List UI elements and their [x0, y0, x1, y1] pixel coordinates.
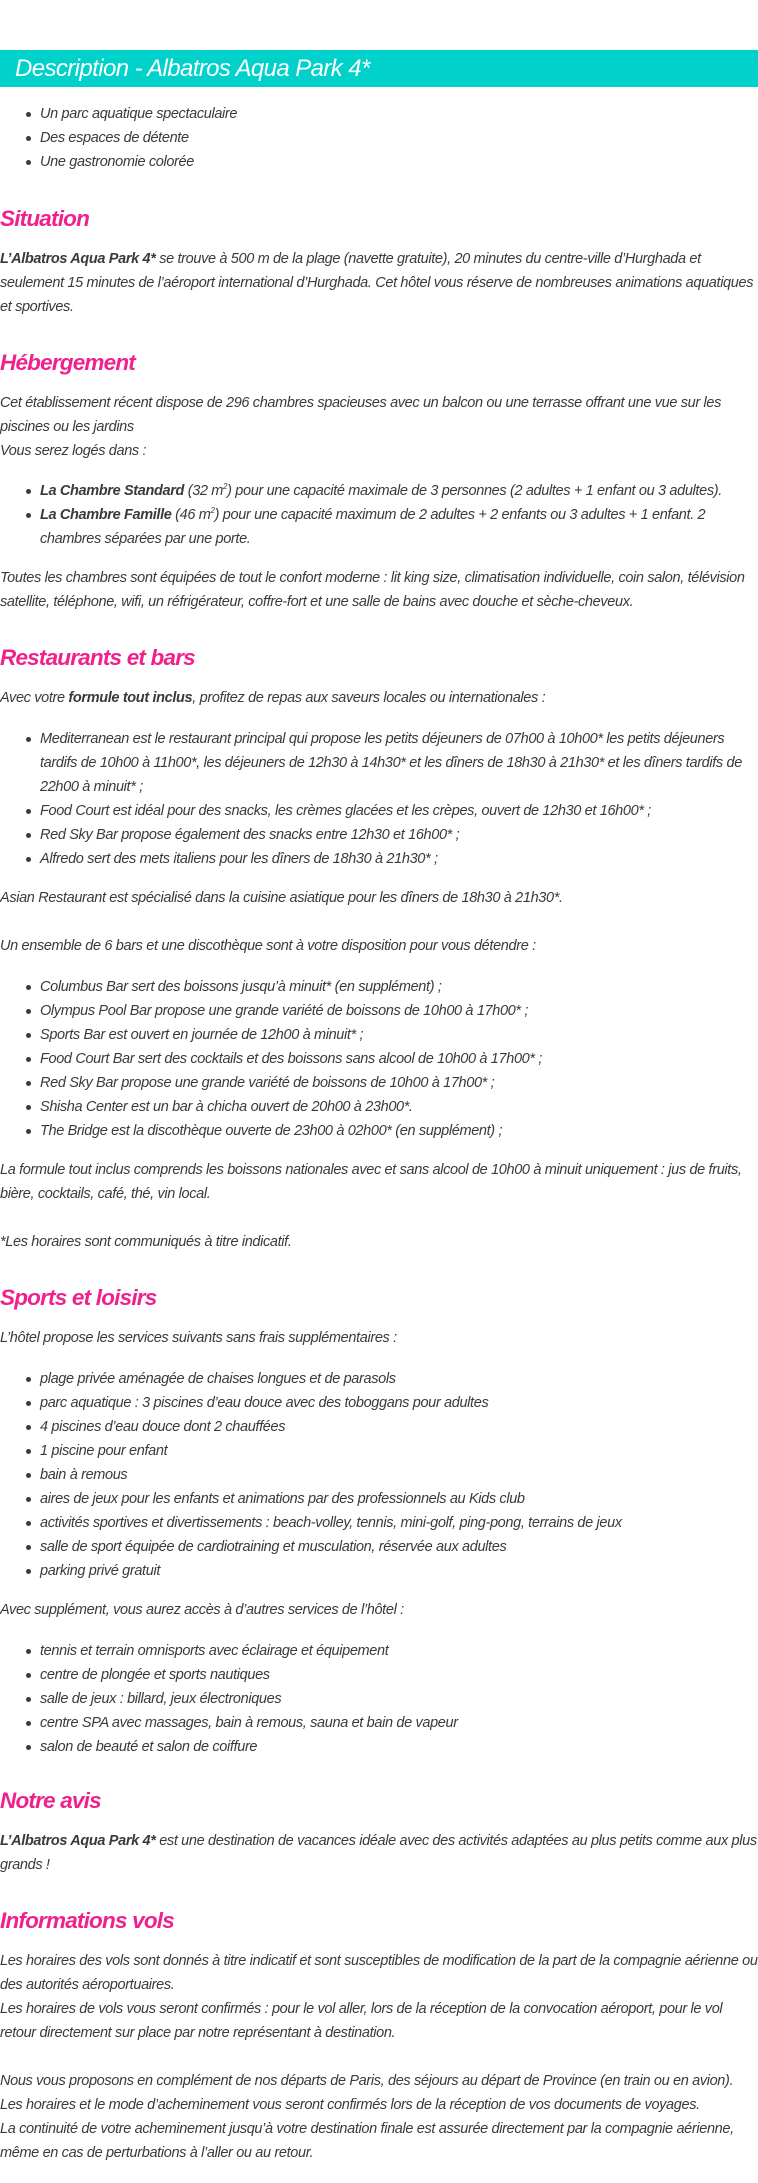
- vols-text-1: Les horaires des vols sont donnés à titre indicatif et sont susceptibles de modification de la part de la compagnie aérienne ou des autorités aéroportuaires.: [0, 1953, 758, 1993]
- list-item: Un parc aquatique spectaculaire: [0, 102, 758, 126]
- sports-free-intro: L’hôtel propose les services suivants sans frais supplémentaires :: [0, 1330, 397, 1346]
- section-heading-situation: Situation: [0, 206, 90, 231]
- room-text: ) pour une capacité maximale de 3 personnes (2 adultes + 1 enfant ou 3 adultes).: [227, 483, 722, 499]
- list-item: centre SPA avec massages, bain à remous, sauna et bain de vapeur: [0, 1711, 758, 1735]
- list-item: 4 piscines d’eau douce dont 2 chauffées: [0, 1415, 758, 1439]
- restaurants-intro: [0, 686, 758, 710]
- page-title: Description - Albatros Aqua Park 4*: [15, 55, 370, 82]
- avis-body: est une destination de vacances idéale avec des activités adaptées au plus petits comme aux plus grands !: [0, 1833, 757, 1873]
- vols-text-2: Les horaires de vols vous seront confirmés : pour le vol aller, lors de la réception de la convocation aéroport, pour le vol retour directement sur place par notre représentant à destination.: [0, 2001, 723, 2041]
- intro-pre: Avec votre: [0, 690, 69, 706]
- list-item: Alfredo sert des mets italiens pour les dîners de 18h30 à 21h30* ;: [0, 847, 758, 871]
- paid-services-list: [0, 1639, 758, 1759]
- list-item: plage privée aménagée de chaises longues et de parasols: [0, 1367, 758, 1391]
- vols-paragraph-1: [0, 1949, 758, 2045]
- room-size: (32 m: [184, 483, 224, 499]
- vols-text-5: La continuité de votre acheminement jusqu’à votre destination finale est assurée directement par la compagnie aérienne, même en cas de perturbations à l’aller ou au retour.: [0, 2121, 734, 2161]
- situation-text: [0, 247, 758, 319]
- list-item: Red Sky Bar propose également des snacks entre 12h30 et 16h00* ;: [0, 823, 758, 847]
- list-item: Food Court Bar sert des cocktails et des boissons sans alcool de 10h00 à 17h00* ;: [0, 1047, 758, 1071]
- vols-text-3: Nous vous proposons en complément de nos départs de Paris, des séjours au départ de Province (en train ou en avion).: [0, 2073, 734, 2089]
- section-heading-sports: Sports et loisirs: [0, 1285, 157, 1310]
- room-text: ) pour une capacité maximum de 2 adultes + 2 enfants ou 3 adultes + 1 enfant. 2 chambres séparées par une porte.: [40, 507, 706, 547]
- list-item: bain à remous: [0, 1463, 758, 1487]
- list-item: salle de sport équipée de cardiotraining et musculation, réservée aux adultes: [0, 1535, 758, 1559]
- room-size: (46 m: [171, 507, 211, 523]
- title-bar: [0, 50, 758, 87]
- list-item: salle de jeux : billard, jeux électroniques: [0, 1687, 758, 1711]
- schedule-note: *Les horaires sont communiqués à titre indicatif.: [0, 1234, 292, 1250]
- bars-intro: Un ensemble de 6 bars et une discothèque sont à votre disposition pour vous détendre :: [0, 938, 536, 954]
- room-equipment: Toutes les chambres sont équipées de tout le confort moderne : lit king size, climatisation individuelle, coin salon, télévision satellite, téléphone, wifi, un réfrigérateur, coffre-fort et une salle de bains avec douche et sèche-cheveux.: [0, 570, 745, 610]
- list-item: salon de beauté et salon de coiffure: [0, 1735, 758, 1759]
- restaurants-list: [0, 727, 758, 871]
- room-size-unit: 2: [223, 482, 228, 492]
- rooms-list: [0, 479, 758, 551]
- free-services-list: [0, 1367, 758, 1583]
- hebergement-intro-line2: Vous serez logés dans :: [0, 443, 147, 459]
- hebergement-intro: [0, 391, 758, 463]
- list-item: Red Sky Bar propose une grande variété de boissons de 10h00 à 17h00* ;: [0, 1071, 758, 1095]
- hotel-name: L’Albatros Aqua Park 4*: [0, 1833, 156, 1849]
- list-item: Sports Bar est ouvert en journée de 12h00 à minuit* ;: [0, 1023, 758, 1047]
- hebergement-intro-line1: Cet établissement récent dispose de 296 chambres spacieuses avec un balcon ou une terrasse offrant une vue sur les piscines ou les jardins: [0, 395, 721, 435]
- vols-text-4: Les horaires et le mode d’acheminement vous seront confirmés lors de la réception de vos documents de voyages.: [0, 2097, 700, 2113]
- avis-text: [0, 1829, 758, 1877]
- section-heading-avis: Notre avis: [0, 1788, 101, 1813]
- list-item: The Bridge est la discothèque ouverte de 23h00 à 02h00* (en supplément) ;: [0, 1119, 758, 1143]
- list-item: Des espaces de détente: [0, 126, 758, 150]
- room-item: [0, 503, 758, 551]
- section-heading-restaurants: Restaurants et bars: [0, 645, 195, 670]
- vols-paragraph-2: [0, 2069, 758, 2165]
- sports-paid-intro: Avec supplément, vous aurez accès à d’autres services de l’hôtel :: [0, 1602, 404, 1618]
- list-item: tennis et terrain omnisports avec éclairage et équipement: [0, 1639, 758, 1663]
- bars-list: [0, 975, 758, 1143]
- situation-body: se trouve à 500 m de la plage (navette gratuite), 20 minutes du centre-ville d’Hurghada et seulement 15 minutes de l’aéroport international d’Hurghada. Cet hôtel vous réserve de nombreuses animations aquatiques et sportives.: [0, 251, 754, 315]
- asian-restaurant: Asian Restaurant est spécialisé dans la cuisine asiatique pour les dîners de 18h30 à 21h30*.: [0, 890, 563, 906]
- list-item: Mediterranean est le restaurant principal qui propose les petits déjeuners de 07h00 à 10h00* les petits déjeuners tardifs de 10h00 à 11h00*, les déjeuners de 12h30 à 14h30* et les dîners de 18h30 à 21h30* et les dîners tardifs de 22h00 à minuit* ;: [0, 727, 758, 799]
- list-item: Shisha Center est un bar à chicha ouvert de 20h00 à 23h00*.: [0, 1095, 758, 1119]
- hotel-name: L’Albatros Aqua Park 4*: [0, 251, 156, 267]
- list-item: 1 piscine pour enfant: [0, 1439, 758, 1463]
- intro-post: , profitez de repas aux saveurs locales ou internationales :: [192, 690, 546, 706]
- list-item: Olympus Pool Bar propose une grande variété de boissons de 10h00 à 17h00* ;: [0, 999, 758, 1023]
- formula-name: formule tout inclus: [68, 690, 193, 706]
- room-name: La Chambre Standard: [40, 483, 185, 499]
- room-size-unit: 2: [210, 506, 215, 516]
- list-item: aires de jeux pour les enfants et animations par des professionnels au Kids club: [0, 1487, 758, 1511]
- section-heading-vols: Informations vols: [0, 1908, 174, 1933]
- list-item: Columbus Bar sert des boissons jusqu’à minuit* (en supplément) ;: [0, 975, 758, 999]
- list-item: activités sportives et divertissements : beach-volley, tennis, mini-golf, ping-pong, terrains de jeux: [0, 1511, 758, 1535]
- highlights-list: [0, 102, 758, 174]
- list-item: Food Court est idéal pour des snacks, les crèmes glacées et les crèpes, ouvert de 12h30 et 16h00* ;: [0, 799, 758, 823]
- list-item: centre de plongée et sports nautiques: [0, 1663, 758, 1687]
- list-item: parking privé gratuit: [0, 1559, 758, 1583]
- list-item: Une gastronomie colorée: [0, 150, 758, 174]
- formula-text: La formule tout inclus comprends les boissons nationales avec et sans alcool de 10h00 à minuit uniquement : jus de fruits, bière, cocktails, café, thé, vin local.: [0, 1162, 742, 1202]
- list-item: parc aquatique : 3 piscines d’eau douce avec des toboggans pour adultes: [0, 1391, 758, 1415]
- room-name: La Chambre Famille: [40, 507, 172, 523]
- room-item: [0, 479, 758, 503]
- section-heading-hebergement: Hébergement: [0, 350, 135, 375]
